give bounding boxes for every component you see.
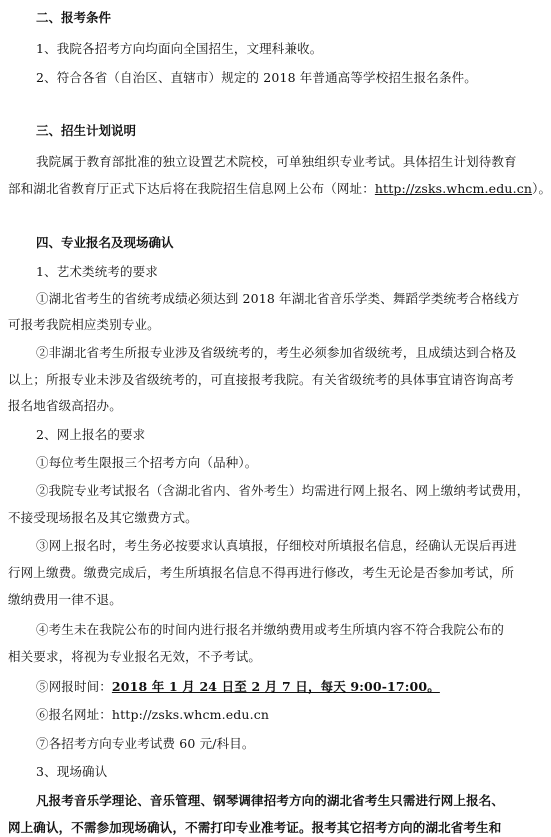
paragraph-text: ）。 — [532, 181, 551, 196]
paragraph: 缴纳费用一律不退。 — [8, 592, 122, 607]
paragraph: ①湖北省考生的省统考成绩必须达到 2018 年湖北省音乐学类、舞蹈学类统考合格线方 — [36, 291, 520, 306]
paragraph-text: 部和湖北省教育厅正式下达后将在我院招生信息网上公布（网址： — [8, 181, 375, 196]
paragraph: 我院属于教育部批准的独立设置艺术院校，可单独组织专业考试。具体招生计划待教育 — [36, 154, 517, 169]
paragraph: 不接受现场报名及其它缴费方式。 — [8, 510, 198, 525]
website-link[interactable]: http://zsks.whcm.edu.cn — [374, 181, 533, 196]
exam-fee: ⑦各招考方向专业考试费 60 元/科目。 — [36, 736, 255, 751]
paragraph: 相关要求，将视为专业报名无效，不予考试。 — [8, 649, 262, 664]
paragraph: ④考生未在我院公布的时间内进行报名并缴纳费用或考生所填内容不符合我院公布的 — [36, 622, 505, 637]
paragraph-text: ⑤网报时间： — [36, 679, 112, 694]
subheading: 1、艺术类统考的要求 — [36, 264, 158, 279]
paragraph: ①每位考生限报三个招考方向（品种）。 — [36, 455, 258, 470]
paragraph: ③网上报名时，考生务必按要求认真填报，仔细校对所填报名信息，经确认无误后再进 — [36, 538, 517, 553]
registration-time-value: 2018 年 1 月 24 日至 2 月 7 日，每天 9:00-17:00。 — [111, 679, 440, 694]
section-heading-registration: 四、专业报名及现场确认 — [36, 235, 174, 250]
paragraph: ②我院专业考试报名（含湖北省内、省外考生）均需进行网上报名、网上缴纳考试费用， — [36, 483, 530, 498]
subheading: 2、网上报名的要求 — [36, 427, 146, 442]
paragraph-with-link — [8, 180, 551, 198]
registration-url: ⑥报名网址：http://zsks.whcm.edu.cn — [36, 707, 270, 722]
subheading: 3、现场确认 — [36, 764, 108, 779]
section-heading-enrollment-plan: 三、招生计划说明 — [36, 123, 137, 138]
paragraph: 可报考我院相应类别专业。 — [8, 317, 160, 332]
paragraph: 2、符合各省（自治区、直辖市）规定的 2018 年普通高等学校招生报名条件。 — [36, 70, 477, 85]
paragraph-bold: 网上确认，不需参加现场确认，不需打印专业准考证。报考其它招考方向的湖北省考生和 — [8, 820, 502, 835]
paragraph-bold: 凡报考音乐学理论、音乐管理、钢琴调律招考方向的湖北省考生只需进行网上报名、 — [36, 793, 505, 808]
paragraph: 行网上缴费。缴费完成后，考生所填报名信息不得再进行修改，考生无论是否参加考试，所 — [8, 565, 515, 580]
paragraph: ②非湖北省考生所报专业涉及省级统考的，考生必须参加省级统考，且成绩达到合格及 — [36, 345, 517, 360]
paragraph: 以上；所报专业未涉及省级统考的，可直接报考我院。有关省级统考的具体事宜请咨询高考 — [8, 372, 515, 387]
section-heading-eligibility: 二、报考条件 — [36, 10, 112, 25]
paragraph: 1、我院各招考方向均面向全国招生，文理科兼收。 — [36, 41, 323, 56]
registration-time — [36, 678, 440, 696]
paragraph: 报名地省级高招办。 — [8, 398, 122, 413]
